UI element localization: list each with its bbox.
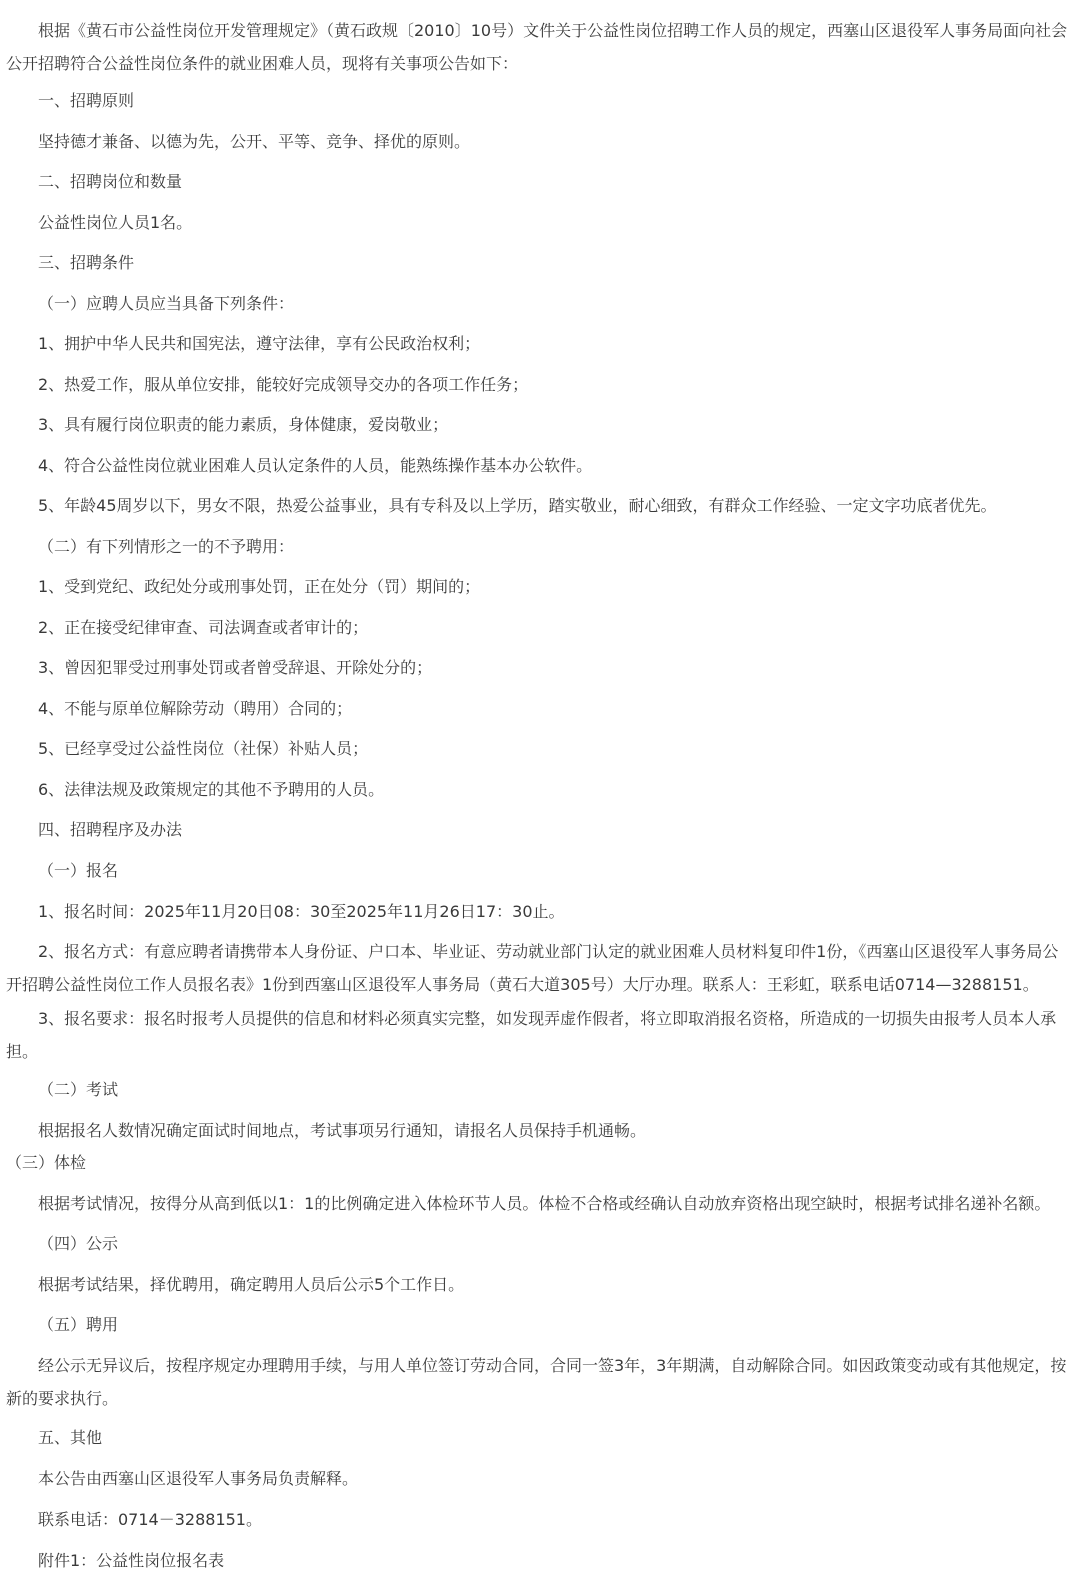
- medical-text: 根据考试情况，按得分从高到低以1：1的比例确定进入体检环节人员。体检不合格或经确认自动放弃资格出现空缺时，根据考试排名递补名额。: [38, 1194, 1051, 1213]
- section-heading-other: 五、其他: [38, 1428, 103, 1447]
- exclusion-item: 3、曾因犯罪受过刑事处罚或者曾受辞退、开除处分的；: [38, 658, 433, 677]
- registration-time: 1、报名时间：2025年11月20日08：30至2025年11月26日17：30止。: [38, 902, 565, 921]
- condition-item: 5、年龄45周岁以下，男女不限，热爱公益事业，具有专科及以上学历，踏实敬业，耐心细致，有群众工作经验、一定文字功底者优先。: [38, 496, 997, 515]
- positions-text: 公益性岗位人员1名。: [38, 213, 193, 232]
- exclusion-item: 5、已经享受过公益性岗位（社保）补贴人员；: [38, 739, 369, 758]
- condition-item: 2、热爱工作，服从单位安排，能较好完成领导交办的各项工作任务；: [38, 375, 529, 394]
- procedure-subheading-medical: （三）体检: [6, 1153, 87, 1172]
- intro-paragraph: 根据《黄石市公益性岗位开发管理规定》（黄石政规〔2010〕10号）文件关于公益性岗位招聘工作人员的规定，西塞山区退役军人事务局面向社会公开招聘符合公益性岗位条件的就业困难人员，现将有关事项公告如下：: [6, 21, 1068, 73]
- section-heading-procedure: 四、招聘程序及办法: [38, 820, 183, 839]
- procedure-subheading-exam: （二）考试: [38, 1080, 119, 1099]
- condition-item: 3、具有履行岗位职责的能力素质，身体健康，爱岗敬业；: [38, 415, 449, 434]
- attachment-link[interactable]: 附件1：公益性岗位报名表: [38, 1551, 225, 1570]
- registration-requirement: 3、报名要求：报名时报考人员提供的信息和材料必须真实完整，如发现弄虚作假者，将立即取消报名资格，所造成的一切损失由报考人员本人承担。: [6, 1009, 1057, 1061]
- exclusion-item: 6、法律法规及政策规定的其他不予聘用的人员。: [38, 780, 385, 799]
- interpretation-text: 本公告由西塞山区退役军人事务局负责解释。: [38, 1469, 359, 1488]
- exam-text: 根据报名人数情况确定面试时间地点，考试事项另行通知，请报名人员保持手机通畅。: [38, 1121, 647, 1140]
- conditions-subheading-excluded: （二）有下列情形之一的不予聘用：: [38, 537, 295, 556]
- section-heading-positions: 二、招聘岗位和数量: [38, 172, 183, 191]
- conditions-subheading-required: （一）应聘人员应当具备下列条件：: [38, 294, 295, 313]
- hiring-text: 经公示无异议后，按程序规定办理聘用手续，与用人单位签订劳动合同，合同一签3年，3年期满，自动解除合同。如因政策变动或有其他规定，按新的要求执行。: [6, 1356, 1067, 1408]
- publicity-text: 根据考试结果，择优聘用，确定聘用人员后公示5个工作日。: [38, 1275, 465, 1294]
- section-heading-conditions: 三、招聘条件: [38, 253, 135, 272]
- exclusion-item: 1、受到党纪、政纪处分或刑事处罚，正在处分（罚）期间的；: [38, 577, 481, 596]
- exclusion-item: 2、正在接受纪律审查、司法调查或者审计的；: [38, 618, 369, 637]
- section-heading-principles: 一、招聘原则: [38, 91, 135, 110]
- registration-method: 2、报名方式：有意应聘者请携带本人身份证、户口本、毕业证、劳动就业部门认定的就业困难人员材料复印件1份，《西塞山区退役军人事务局公开招聘公益性岗位工作人员报名表》1份到西塞山区退役军人事务局（黄石大道305号）大厅办理。联系人：王彩虹，联系电话0714—3288151。: [6, 942, 1059, 994]
- contact-phone: 联系电话：0714－3288151。: [38, 1510, 262, 1529]
- procedure-subheading-registration: （一）报名: [38, 861, 119, 880]
- procedure-subheading-publicity: （四）公示: [38, 1234, 119, 1253]
- condition-item: 1、拥护中华人民共和国宪法，遵守法律，享有公民政治权利；: [38, 334, 481, 353]
- procedure-subheading-hiring: （五）聘用: [38, 1315, 119, 1334]
- condition-item: 4、符合公益性岗位就业困难人员认定条件的人员，能熟练操作基本办公软件。: [38, 456, 593, 475]
- exclusion-item: 4、不能与原单位解除劳动（聘用）合同的；: [38, 699, 353, 718]
- principles-text: 坚持德才兼备、以德为先，公开、平等、竞争、择优的原则。: [38, 132, 471, 151]
